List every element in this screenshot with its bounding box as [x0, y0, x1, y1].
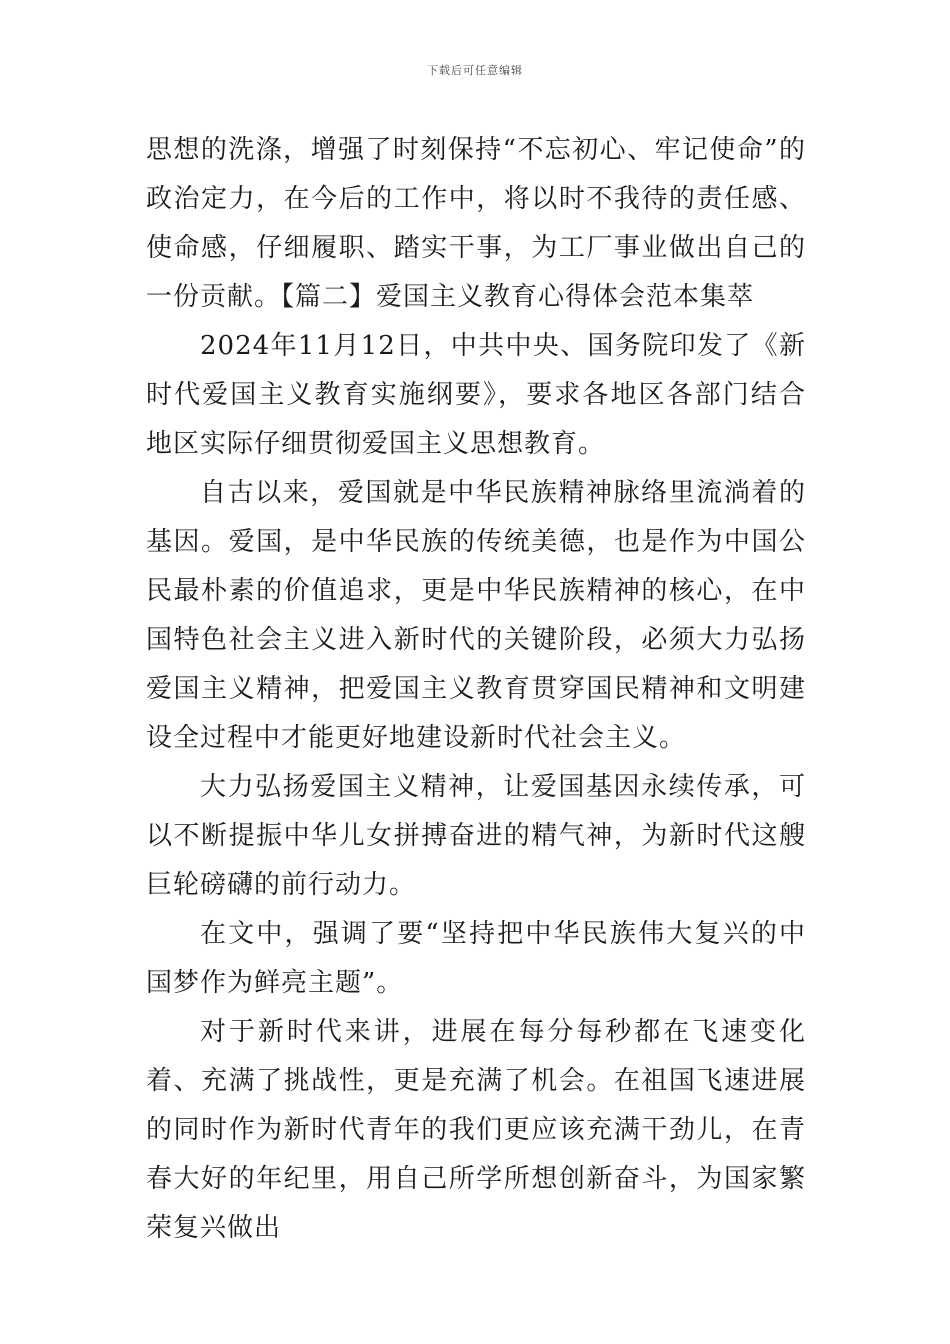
paragraph-1: 思想的洗涤，增强了时刻保持“不忘初心、牢记使命”的政治定力，在今后的工作中，将以时不我待的责任感、使命感，仔细履职、踏实干事，为工厂事业做出自己的一份贡献。【篇二】爱国主义教育心得体会范本集萃	[146, 135, 806, 312]
paragraph-6: 对于新时代来讲，进展在每分每秒都在飞速变化着、充满了挑战性，更是充满了机会。在祖国飞速进展的同时作为新时代青年的我们更应该充满干劲儿，在青春大好的年纪里，用自己所学所想创新奋斗，为国家繁荣复兴做出	[146, 1017, 806, 1243]
paragraph-2: 2024年11月12日，中共中央、国务院印发了《新时代爱国主义教育实施纲要》，要求各地区各部门结合地区实际仔细贯彻爱国主义思想教育。	[146, 331, 806, 459]
paragraph-5: 在文中，强调了要“坚持把中华民族伟大复兴的中国梦作为鲜亮主题”。	[146, 919, 806, 998]
paragraph-3: 自古以来，爱国就是中华民族精神脉络里流淌着的基因。爱国，是中华民族的传统美德，也是作为中国公民最朴素的价值追求，更是中华民族精神的核心，在中国特色社会主义进入新时代的关键阶段，必须大力弘扬爱国主义精神，把爱国主义教育贯穿国民精神和文明建设全过程中才能更好地建设新时代社会主义。	[146, 478, 806, 753]
page-header-note: 下载后可任意编辑	[427, 64, 523, 77]
document-body	[146, 126, 806, 1253]
paragraph-4: 大力弘扬爱国主义精神，让爱国基因永续传承，可以不断提振中华儿女拼搏奋进的精气神，为新时代这艘巨轮磅礴的前行动力。	[146, 772, 806, 900]
